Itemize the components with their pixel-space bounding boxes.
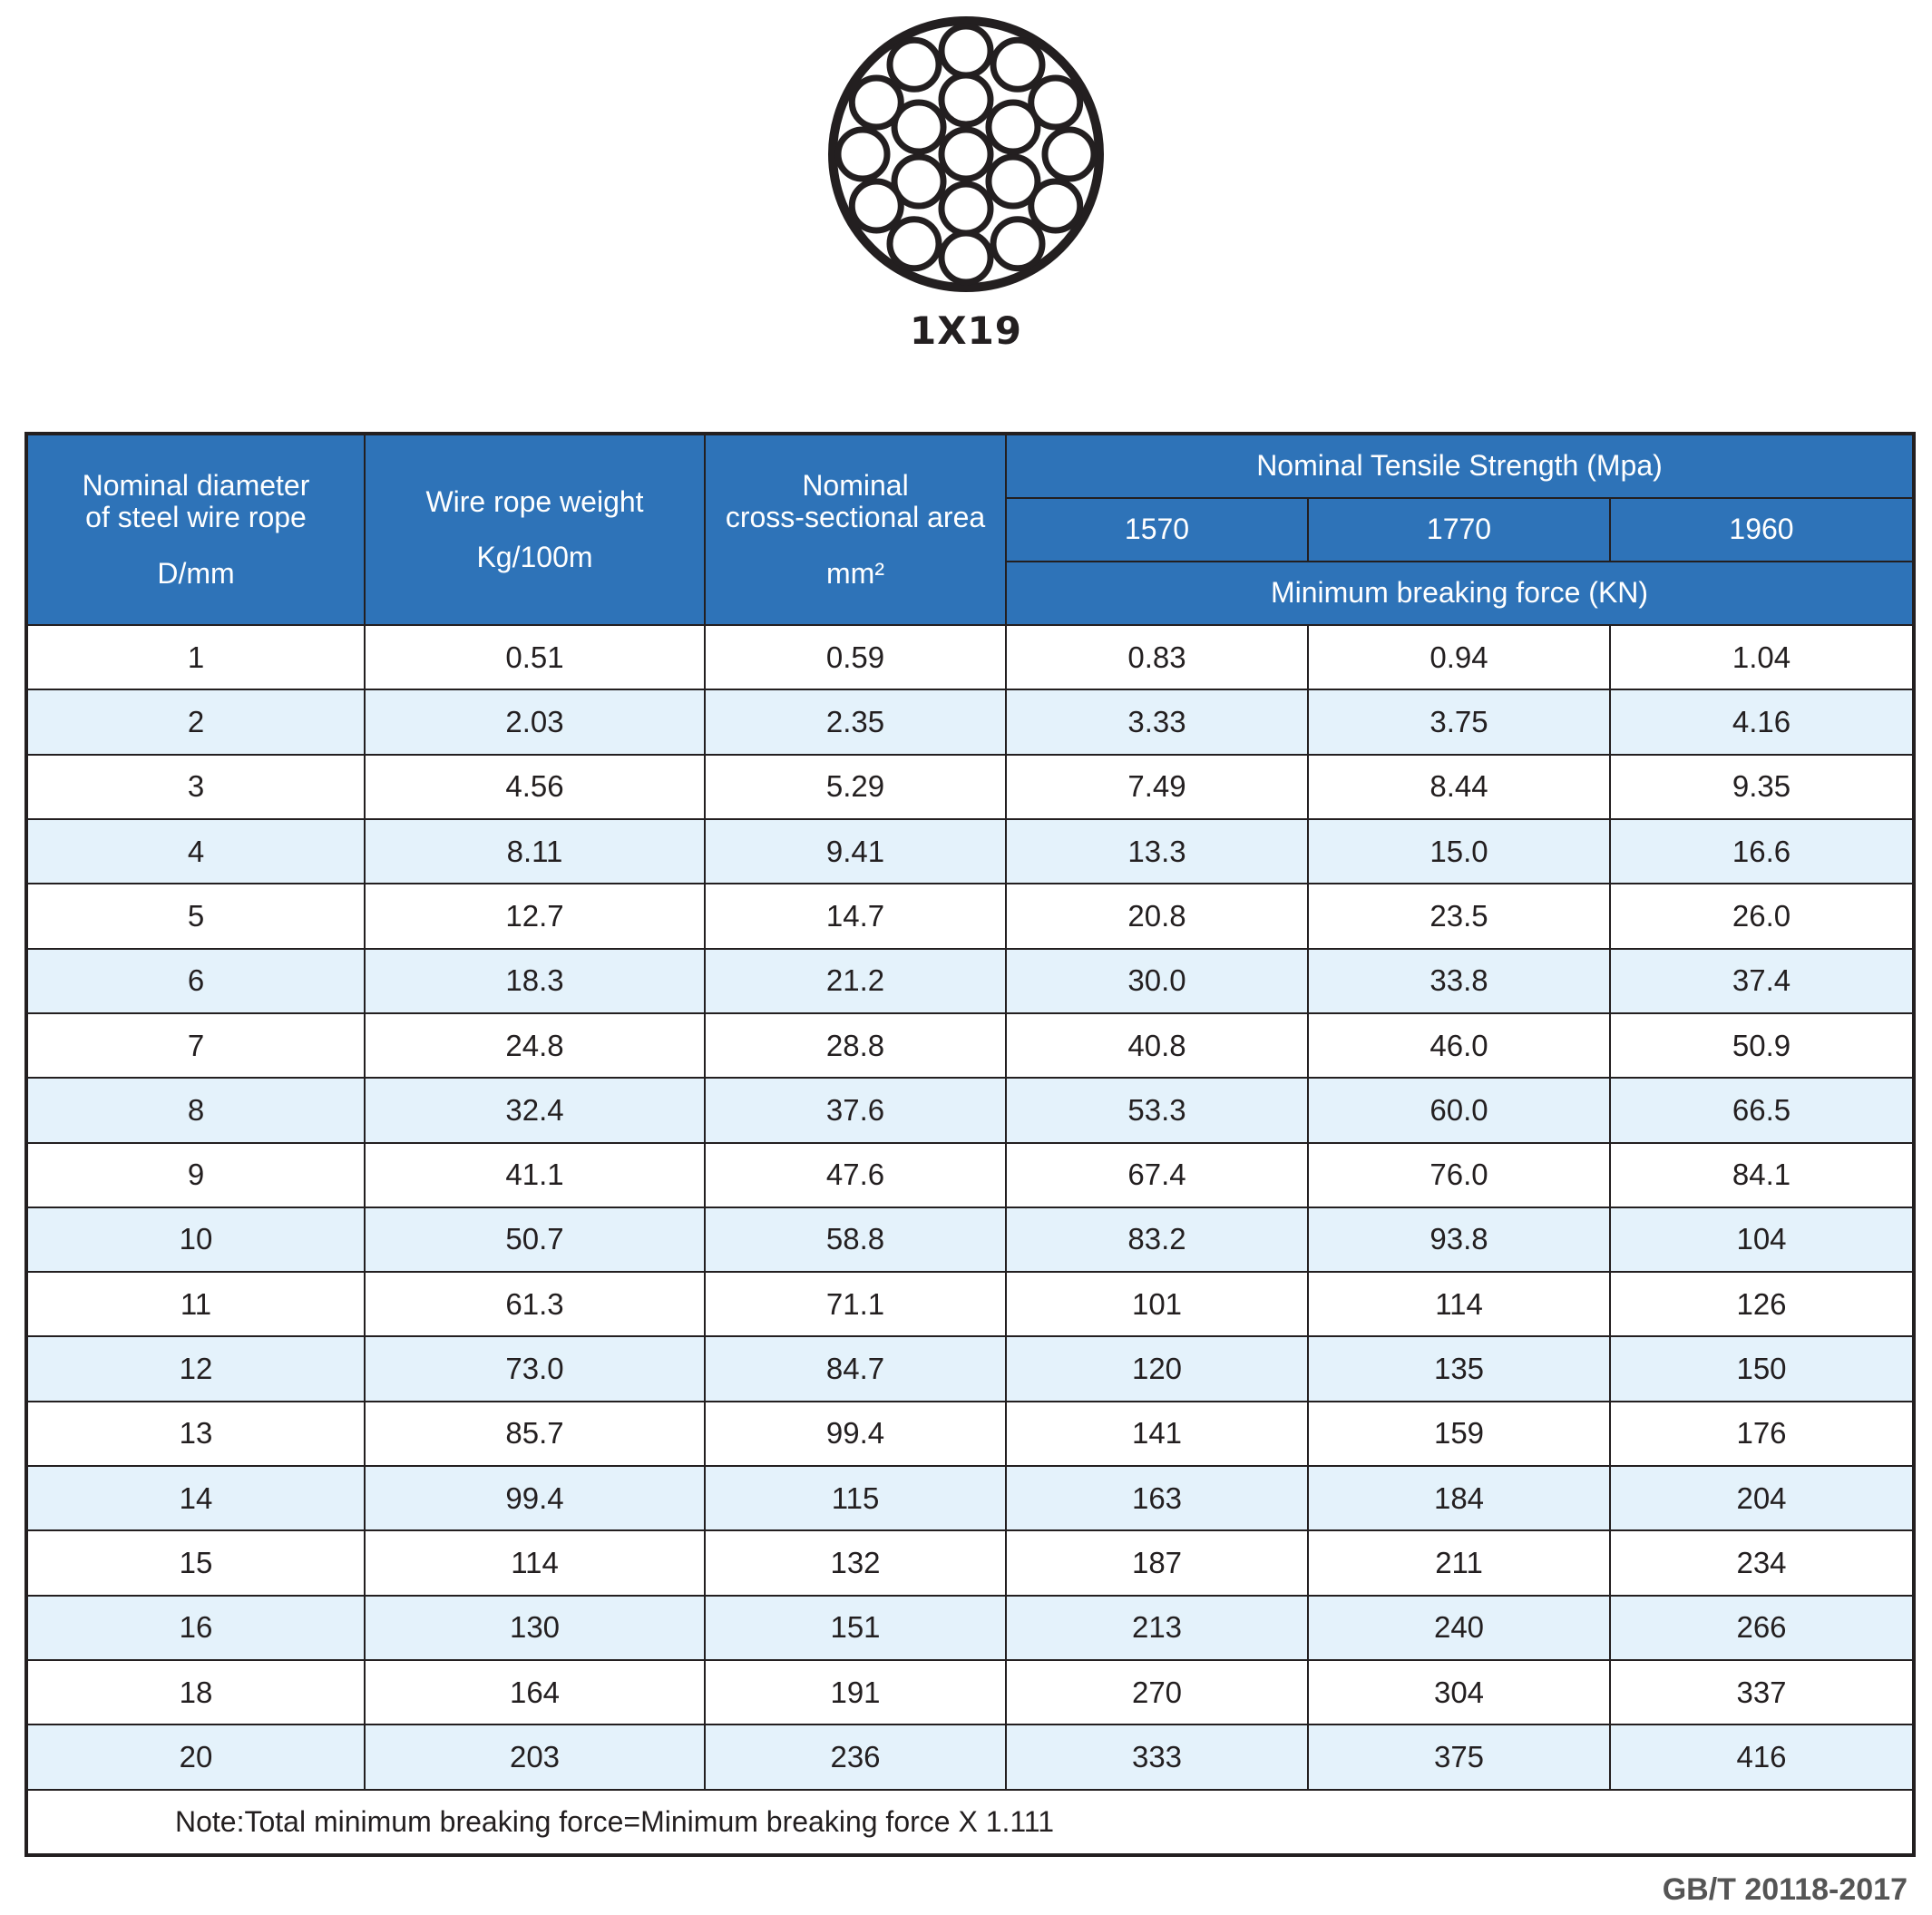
table-cell: 8 — [26, 1078, 365, 1142]
table-cell: 5.29 — [705, 755, 1006, 819]
table-cell: 46.0 — [1308, 1013, 1610, 1078]
table-cell: 240 — [1308, 1596, 1610, 1660]
header-diameter-line1: Nominal diameter — [82, 469, 310, 503]
table-cell: 184 — [1308, 1466, 1610, 1530]
table-cell: 0.83 — [1006, 625, 1308, 689]
table-row — [26, 1724, 1914, 1789]
table-cell: 266 — [1610, 1596, 1914, 1660]
table-cell: 40.8 — [1006, 1013, 1308, 1078]
table-cell: 61.3 — [365, 1272, 705, 1336]
wire-circle — [993, 220, 1042, 269]
wire-circle — [942, 184, 990, 233]
table-cell: 30.0 — [1006, 949, 1308, 1013]
table-cell: 135 — [1308, 1336, 1610, 1401]
table-cell: 28.8 — [705, 1013, 1006, 1078]
header-area-line2: cross-sectional area — [725, 501, 986, 534]
table-cell: 83.2 — [1006, 1207, 1308, 1272]
strand-construction-label: 1X19 — [909, 308, 1023, 353]
table-cell: 120 — [1006, 1336, 1308, 1401]
table-cell: 11 — [26, 1272, 365, 1336]
table-cell: 20 — [26, 1724, 365, 1789]
table-cell: 37.4 — [1610, 949, 1914, 1013]
header-tensile-strength: Nominal Tensile Strength (Mpa) — [1006, 434, 1914, 498]
note-row — [26, 1790, 1914, 1855]
table-cell: 7 — [26, 1013, 365, 1078]
wire-circle — [1031, 78, 1080, 127]
wire-circle — [890, 220, 939, 269]
table-cell: 58.8 — [705, 1207, 1006, 1272]
table-cell: 164 — [365, 1660, 705, 1724]
table-cell: 7.49 — [1006, 755, 1308, 819]
table-row — [26, 755, 1914, 819]
wire-circle — [1045, 130, 1094, 179]
table-cell: 26.0 — [1610, 884, 1914, 948]
table-cell: 191 — [705, 1660, 1006, 1724]
table-cell: 99.4 — [365, 1466, 705, 1530]
table-cell: 3 — [26, 755, 365, 819]
table-cell: 67.4 — [1006, 1143, 1308, 1207]
table-cell: 12.7 — [365, 884, 705, 948]
table-cell: 4 — [26, 819, 365, 884]
table-row — [26, 689, 1914, 754]
table-cell: 73.0 — [365, 1336, 705, 1401]
table-cell: 71.1 — [705, 1272, 1006, 1336]
table-cell: 8.44 — [1308, 755, 1610, 819]
table-cell: 1 — [26, 625, 365, 689]
header-weight-label: Wire rope weight — [425, 484, 644, 518]
table-cell: 114 — [1308, 1272, 1610, 1336]
table-cell: 0.51 — [365, 625, 705, 689]
table-cell: 0.59 — [705, 625, 1006, 689]
table-cell: 13.3 — [1006, 819, 1308, 884]
table-cell: 32.4 — [365, 1078, 705, 1142]
table-cell: 0.94 — [1308, 625, 1610, 689]
table-row — [26, 625, 1914, 689]
table-row — [26, 1013, 1914, 1078]
wire-circle — [852, 78, 901, 127]
table-cell: 14.7 — [705, 884, 1006, 948]
header-grade-1960: 1960 — [1610, 498, 1914, 562]
table-cell: 53.3 — [1006, 1078, 1308, 1142]
table-cell: 41.1 — [365, 1143, 705, 1207]
table-cell: 24.8 — [365, 1013, 705, 1078]
table-row — [26, 949, 1914, 1013]
header-grade-1770: 1770 — [1308, 498, 1610, 562]
table-row — [26, 1466, 1914, 1530]
table-cell: 9.35 — [1610, 755, 1914, 819]
table-cell: 187 — [1006, 1530, 1308, 1595]
header-weight — [365, 434, 705, 625]
table-cell: 15 — [26, 1530, 365, 1595]
table-cell: 37.6 — [705, 1078, 1006, 1142]
table-cell: 3.75 — [1308, 689, 1610, 754]
table-cell: 20.8 — [1006, 884, 1308, 948]
table-cell: 9.41 — [705, 819, 1006, 884]
table-cell: 3.33 — [1006, 689, 1308, 754]
wire-circle — [890, 40, 939, 89]
table-cell: 50.9 — [1610, 1013, 1914, 1078]
header-diameter-unit: D/mm — [157, 556, 235, 590]
wire-circle — [993, 40, 1042, 89]
table-cell: 130 — [365, 1596, 705, 1660]
table-cell: 204 — [1610, 1466, 1914, 1530]
wire-circle — [942, 26, 990, 75]
table-cell: 18.3 — [365, 949, 705, 1013]
table-cell: 101 — [1006, 1272, 1308, 1336]
wire-circle — [942, 233, 990, 282]
table-cell: 159 — [1308, 1402, 1610, 1466]
wire-circle — [1031, 181, 1080, 230]
table-cell: 6 — [26, 949, 365, 1013]
table-cell: 176 — [1610, 1402, 1914, 1466]
header-diameter-line2: of steel wire rope — [85, 501, 307, 534]
wire-circle — [838, 130, 887, 179]
table-cell: 270 — [1006, 1660, 1308, 1724]
table-cell: 76.0 — [1308, 1143, 1610, 1207]
table-cell: 23.5 — [1308, 884, 1610, 948]
table-cell: 211 — [1308, 1530, 1610, 1595]
table-cell: 93.8 — [1308, 1207, 1610, 1272]
table-cell: 150 — [1610, 1336, 1914, 1401]
table-cell: 337 — [1610, 1660, 1914, 1724]
table-cell: 9 — [26, 1143, 365, 1207]
table-cell: 114 — [365, 1530, 705, 1595]
header-area-unit: mm² — [826, 556, 884, 590]
table-row — [26, 1143, 1914, 1207]
table-cell: 5 — [26, 884, 365, 948]
wire-circle — [852, 181, 901, 230]
table-row — [26, 1402, 1914, 1466]
note-text: Note:Total minimum breaking force=Minimum breaking force X 1.111 — [26, 1790, 1914, 1855]
table-cell: 15.0 — [1308, 819, 1610, 884]
table-cell: 234 — [1610, 1530, 1914, 1595]
table-cell: 16 — [26, 1596, 365, 1660]
table-cell: 18 — [26, 1660, 365, 1724]
table-cell: 14 — [26, 1466, 365, 1530]
header-breaking-force: Minimum breaking force (KN) — [1006, 562, 1914, 625]
table-cell: 2.03 — [365, 689, 705, 754]
table-cell: 13 — [26, 1402, 365, 1466]
wire-rope-spec-table — [24, 432, 1916, 1857]
table-row — [26, 1207, 1914, 1272]
table-cell: 66.5 — [1610, 1078, 1914, 1142]
header-grade-1570: 1570 — [1006, 498, 1308, 562]
table-cell: 84.7 — [705, 1336, 1006, 1401]
table-cell: 12 — [26, 1336, 365, 1401]
table-cell: 151 — [705, 1596, 1006, 1660]
table-cell: 84.1 — [1610, 1143, 1914, 1207]
table-cell: 10 — [26, 1207, 365, 1272]
table-cell: 163 — [1006, 1466, 1308, 1530]
table-cell: 141 — [1006, 1402, 1308, 1466]
header-area-line1: Nominal — [802, 469, 909, 503]
table-cell: 304 — [1308, 1660, 1610, 1724]
wire-circle — [942, 75, 990, 124]
table-cell: 2 — [26, 689, 365, 754]
table-body — [26, 625, 1914, 1855]
table-row — [26, 1530, 1914, 1595]
table-row — [26, 819, 1914, 884]
header-weight-unit: Kg/100m — [476, 541, 593, 573]
table-cell: 8.11 — [365, 819, 705, 884]
table-row — [26, 1272, 1914, 1336]
table-cell: 85.7 — [365, 1402, 705, 1466]
standard-code: GB/T 20118-2017 — [1662, 1872, 1908, 1907]
table-row — [26, 1596, 1914, 1660]
header-area — [705, 434, 1006, 625]
table-cell: 4.56 — [365, 755, 705, 819]
table-cell: 236 — [705, 1724, 1006, 1789]
table-cell: 375 — [1308, 1724, 1610, 1789]
table-cell: 21.2 — [705, 949, 1006, 1013]
table-cell: 104 — [1610, 1207, 1914, 1272]
table-cell: 126 — [1610, 1272, 1914, 1336]
wire-circle — [942, 130, 990, 179]
table-cell: 416 — [1610, 1724, 1914, 1789]
table-cell: 33.8 — [1308, 949, 1610, 1013]
table-cell: 2.35 — [705, 689, 1006, 754]
table-cell: 1.04 — [1610, 625, 1914, 689]
table-cell: 115 — [705, 1466, 1006, 1530]
header-diameter — [26, 434, 365, 625]
table-cell: 16.6 — [1610, 819, 1914, 884]
table-cell: 203 — [365, 1724, 705, 1789]
wire-strand-cross-section-icon — [825, 13, 1107, 296]
table-cell: 4.16 — [1610, 689, 1914, 754]
table-cell: 60.0 — [1308, 1078, 1610, 1142]
table-cell: 99.4 — [705, 1402, 1006, 1466]
table-cell: 333 — [1006, 1724, 1308, 1789]
table-row — [26, 1660, 1914, 1724]
table-cell: 47.6 — [705, 1143, 1006, 1207]
table-row — [26, 884, 1914, 948]
table-cell: 132 — [705, 1530, 1006, 1595]
table-row — [26, 1336, 1914, 1401]
table-cell: 50.7 — [365, 1207, 705, 1272]
table-row — [26, 1078, 1914, 1142]
table-cell: 213 — [1006, 1596, 1308, 1660]
